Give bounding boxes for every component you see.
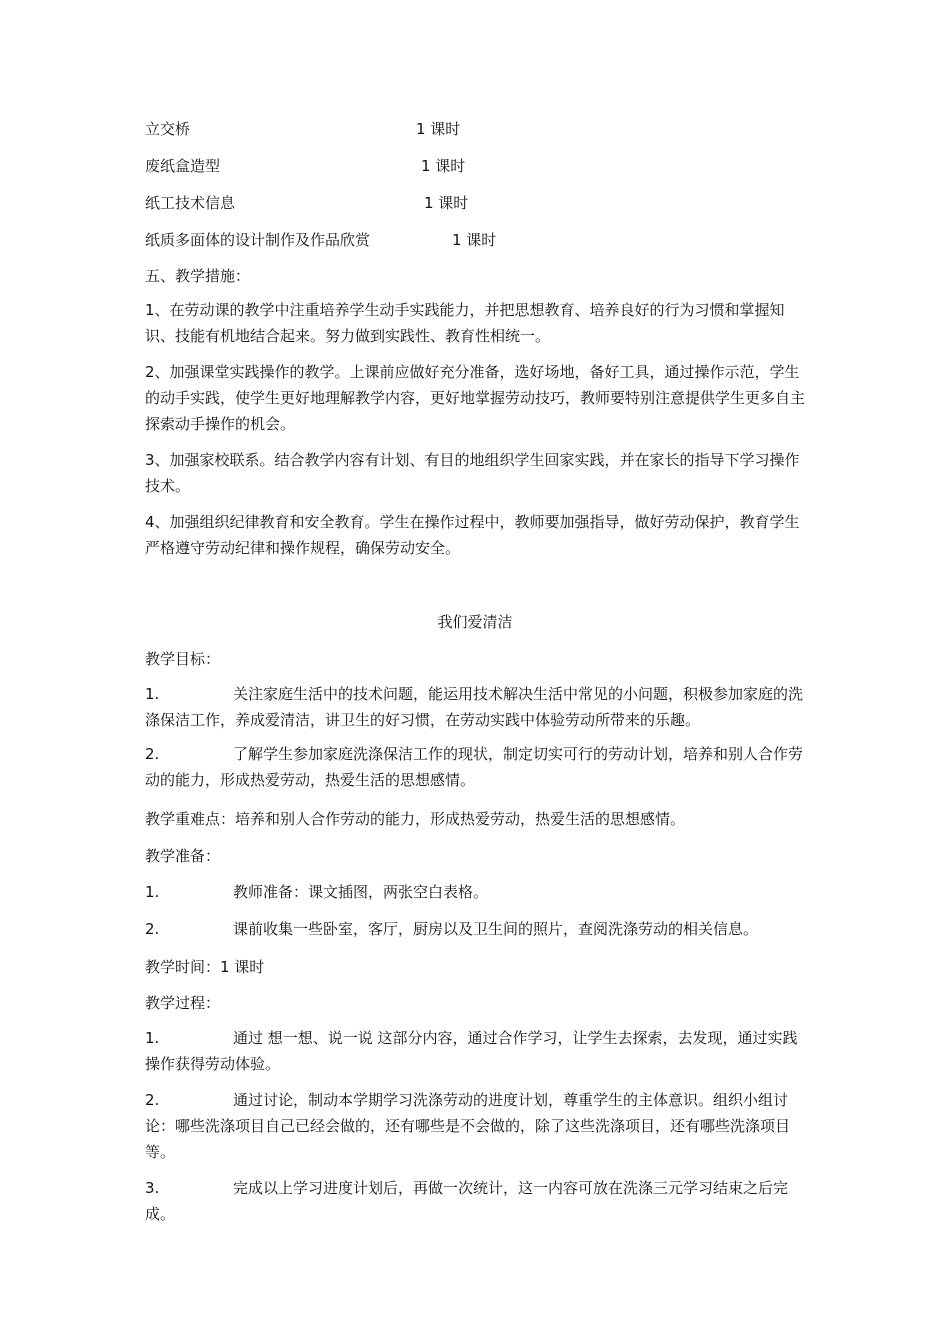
item-text: 通过讨论，制动本学期学习洗涤劳动的进度计划，尊重学生的主体意识。组织小组讨论：哪些洗涤项目自己已经会做的，还有哪些是不会做的，除了这些洗涤项目，还有哪些洗涤项目等。 xyxy=(145,1091,791,1161)
schedule-item-hours: 1 课时 xyxy=(452,231,497,249)
item-number: 1. xyxy=(145,883,160,901)
item-text: 通过 想一想、说一说 这部分内容，通过合作学习，让学生去探索，去发现，通过实践操作获得劳动体验。 xyxy=(145,1029,798,1073)
item-number: 3. xyxy=(145,1179,160,1197)
process-item xyxy=(145,1175,810,1227)
item-text: 完成以上学习进度计划后，再做一次统计，这一内容可放在洗涤三元学习结束之后完成。 xyxy=(145,1179,789,1223)
measure-item: 2、加强课堂实践操作的教学。上课前应做好充分准备，选好场地，备好工具，通过操作示范，学生的动手实践，使学生更好地理解教学内容，更好地掌握劳动技巧，教师要特别注意提供学生更多自主探索动手操作的机会。 xyxy=(145,363,806,433)
schedule-item-name: 废纸盒造型 xyxy=(145,157,221,175)
goal-item xyxy=(145,741,810,793)
schedule-item-name: 纸工技术信息 xyxy=(145,194,236,212)
schedule-item-name: 立交桥 xyxy=(145,120,191,138)
prep-item xyxy=(145,879,810,905)
process-item xyxy=(145,1025,810,1077)
item-number: 1. xyxy=(145,685,160,703)
goals-heading: 教学目标： xyxy=(145,650,221,668)
measure-item: 3、加强家校联系。结合教学内容有计划、有目的地组织学生回家实践，并在家长的指导下学习操作技术。 xyxy=(145,451,800,495)
item-text: 关注家庭生活中的技术问题，能运用技术解决生活中常见的小问题，积极参加家庭的洗涤保洁工作，养成爱清洁，讲卫生的好习惯，在劳动实践中体验劳动所带来的乐趣。 xyxy=(145,685,804,729)
schedule-item-name: 纸质多面体的设计制作及作品欣赏 xyxy=(145,231,371,249)
process-item xyxy=(145,1087,810,1165)
item-number: 2. xyxy=(145,745,160,763)
lesson-time: 教学时间：1 课时 xyxy=(145,958,265,976)
measure-item: 4、加强组织纪律教育和安全教育。学生在操作过程中，教师要加强指导，做好劳动保护，教育学生严格遵守劳动纪律和操作规程，确保劳动安全。 xyxy=(145,513,800,557)
goal-item xyxy=(145,681,810,733)
schedule-item-hours: 1 课时 xyxy=(416,120,461,138)
measure-item: 1、在劳动课的教学中注重培养学生动手实践能力，并把思想教育、培养良好的行为习惯和掌握知识、技能有机地结合起来。努力做到实践性、教育性相统一。 xyxy=(145,301,785,345)
item-number: 2. xyxy=(145,1091,160,1109)
item-number: 1. xyxy=(145,1029,160,1047)
prep-item xyxy=(145,916,810,942)
process-heading: 教学过程： xyxy=(145,994,221,1012)
section-heading: 五、教学措施： xyxy=(145,267,251,285)
item-text: 了解学生参加家庭洗涤保洁工作的现状，制定切实可行的劳动计划，培养和别人合作劳动的能力，形成热爱劳动，热爱生活的思想感情。 xyxy=(145,745,804,789)
key-points: 教学重难点：培养和别人合作劳动的能力，形成热爱劳动，热爱生活的思想感情。 xyxy=(145,810,686,828)
item-number: 2. xyxy=(145,920,160,938)
item-text: 课前收集一些卧室，客厅，厨房以及卫生间的照片，查阅洗涤劳动的相关信息。 xyxy=(233,920,759,938)
item-text: 教师准备：课文插图，两张空白表格。 xyxy=(233,883,489,901)
schedule-item-hours: 1 课时 xyxy=(424,194,469,212)
prep-heading: 教学准备： xyxy=(145,847,221,865)
lesson-title: 我们爱清洁 xyxy=(437,613,513,631)
schedule-item-hours: 1 课时 xyxy=(421,157,466,175)
